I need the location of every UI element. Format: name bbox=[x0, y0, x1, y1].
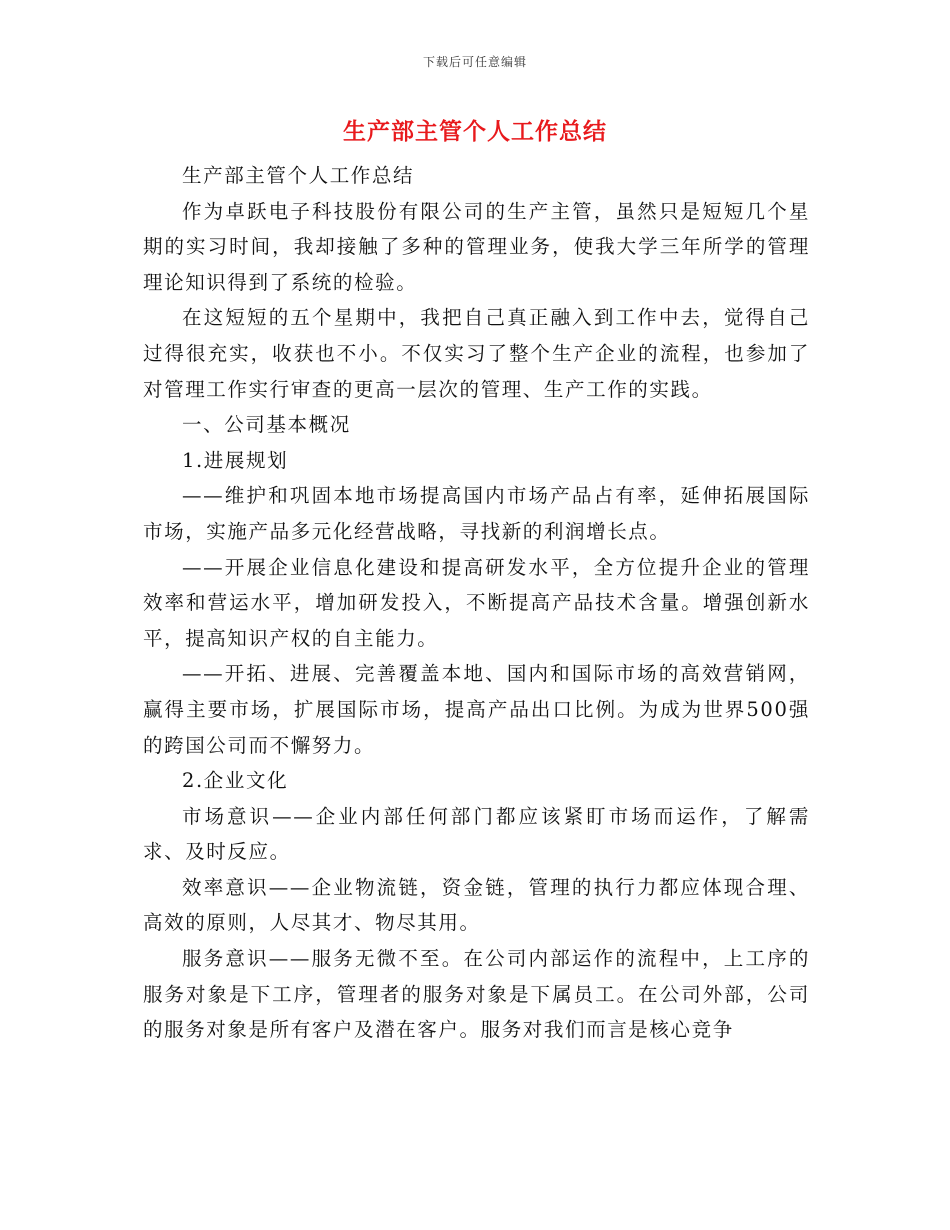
document-body bbox=[143, 158, 810, 1048]
section-heading-company-overview: 一、公司基本概况 bbox=[182, 413, 351, 437]
paragraph-plan-marketing-network: ——开拓、进展、完善覆盖本地、国内和国际市场的高效营销网，赢得主要市场，扩展国际市场，提高产品出口比例。为成为世界500强的跨国公司而不懈努力。 bbox=[143, 662, 810, 757]
document-title: 生产部主管个人工作总结 bbox=[343, 118, 607, 145]
header-note: 下载后可任意编辑 bbox=[422, 55, 527, 69]
paragraph-plan-market: ——维护和巩固本地市场提高国内市场产品占有率，延伸拓展国际市场，实施产品多元化经营战略，寻找新的利润增长点。 bbox=[143, 484, 810, 543]
paragraph-service-awareness: 服务意识——服务无微不至。在公司内部运作的流程中，上工序的服务对象是下工序，管理者的服务对象是下属员工。在公司外部，公司的服务对象是所有客户及潜在客户。服务对我们而言是核心竞争 bbox=[143, 947, 810, 1042]
paragraph-market-awareness: 市场意识——企业内部任何部门都应该紧盯市场而运作，了解需求、及时反应。 bbox=[143, 804, 810, 864]
paragraph-intro: 作为卓跃电子科技股份有限公司的生产主管，虽然只是短短几个星期的实习时间，我却接触了多种的管理业务，使我大学三年所学的管理理论知识得到了系统的检验。 bbox=[143, 199, 810, 294]
paragraph-experience: 在这短短的五个星期中，我把自己真正融入到工作中去，觉得自己过得很充实，收获也不小。不仅实习了整个生产企业的流程，也参加了对管理工作实行审查的更高一层次的管理、生产工作的实践。 bbox=[143, 306, 810, 401]
paragraph-plan-informatization: ——开展企业信息化建设和提高研发水平，全方位提升企业的管理效率和营运水平，增加研发投入，不断提高产品技术含量。增强创新水平，提高知识产权的自主能力。 bbox=[143, 555, 810, 650]
paragraph-efficiency-awareness: 效率意识——企业物流链，资金链，管理的执行力都应体现合理、高效的原则，人尽其才、物尽其用。 bbox=[143, 875, 810, 935]
subheading-corporate-culture: 2.企业文化 bbox=[182, 769, 289, 793]
paragraph-subtitle: 生产部主管个人工作总结 bbox=[182, 164, 415, 187]
subheading-development-plan: 1.进展规划 bbox=[182, 448, 289, 472]
